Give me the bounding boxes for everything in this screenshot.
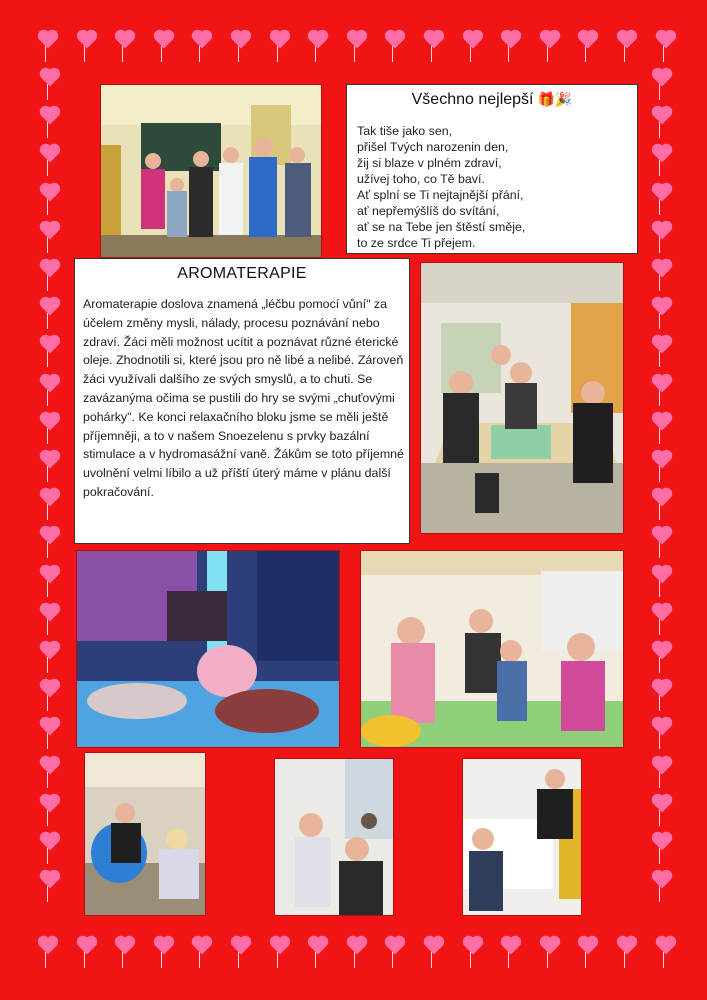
- heart-balloon-icon: [654, 567, 671, 584]
- poem-line: ať nepřemýšlíš do svítání,: [357, 204, 500, 218]
- balloon-string: [47, 733, 48, 749]
- balloon-string: [659, 160, 660, 176]
- heart-balloon-icon: [310, 938, 327, 955]
- balloon-string: [47, 428, 48, 444]
- heart-balloon-icon: [79, 938, 96, 955]
- poem-line: to ze srdce Ti přejem.: [357, 236, 476, 250]
- heart-balloon-icon: [42, 299, 59, 316]
- photo-blindfold-table: [420, 262, 624, 534]
- balloon-string: [508, 952, 509, 968]
- hydromassage-tub-scene: [463, 759, 581, 915]
- balloon-string: [659, 504, 660, 520]
- heart-balloon-icon: [42, 681, 59, 698]
- balloon-string: [547, 46, 548, 62]
- balloon-string: [238, 46, 239, 62]
- heart-balloon-icon: [654, 605, 671, 622]
- heart-balloon-icon: [542, 32, 559, 49]
- photo-hydromassage-tub: [462, 758, 582, 916]
- balloon-string: [431, 46, 432, 62]
- photo-hand-care: [274, 758, 394, 916]
- heart-balloon-icon: [310, 32, 327, 49]
- balloon-string: [47, 275, 48, 291]
- heart-balloon-icon: [654, 414, 671, 431]
- photo-foot-massage: [84, 752, 206, 916]
- heart-balloon-icon: [654, 223, 671, 240]
- tasting-game-scene: [361, 551, 623, 747]
- heart-balloon-icon: [42, 719, 59, 736]
- balloon-string: [47, 695, 48, 711]
- balloon-string: [47, 810, 48, 826]
- balloon-string: [47, 390, 48, 406]
- balloon-string: [392, 46, 393, 62]
- balloon-string: [659, 313, 660, 329]
- balloon-string: [659, 390, 660, 406]
- balloon-string: [47, 122, 48, 138]
- heart-balloon-icon: [40, 32, 57, 49]
- heart-balloon-icon: [654, 719, 671, 736]
- heart-balloon-icon: [42, 605, 59, 622]
- balloon-string: [659, 237, 660, 253]
- balloon-string: [663, 46, 664, 62]
- aromatherapy-box: [74, 258, 410, 544]
- balloon-string: [585, 952, 586, 968]
- hand-care-scene: [275, 759, 393, 915]
- photo-birthday-group: [100, 84, 322, 258]
- balloon-string: [659, 886, 660, 902]
- heart-balloon-icon: [654, 834, 671, 851]
- balloon-string: [659, 619, 660, 635]
- heart-balloon-icon: [42, 567, 59, 584]
- heart-balloon-icon: [654, 108, 671, 125]
- heart-balloon-icon: [42, 108, 59, 125]
- balloon-string: [470, 952, 471, 968]
- balloon-string: [659, 772, 660, 788]
- balloon-string: [315, 952, 316, 968]
- poem-title-text: Všechno nejlepší: [411, 91, 534, 108]
- balloon-string: [45, 952, 46, 968]
- balloon-string: [47, 84, 48, 100]
- balloon-string: [161, 952, 162, 968]
- balloon-string: [47, 313, 48, 329]
- balloon-string: [47, 542, 48, 558]
- heart-balloon-icon: [117, 938, 134, 955]
- heart-balloon-icon: [654, 185, 671, 202]
- balloon-string: [47, 504, 48, 520]
- heart-balloon-icon: [233, 32, 250, 49]
- balloon-string: [47, 237, 48, 253]
- heart-balloon-icon: [349, 938, 366, 955]
- heart-balloon-icon: [654, 452, 671, 469]
- balloon-string: [659, 695, 660, 711]
- balloon-string: [585, 46, 586, 62]
- balloon-string: [199, 46, 200, 62]
- heart-balloon-icon: [42, 528, 59, 545]
- balloon-string: [47, 619, 48, 635]
- heart-balloon-icon: [580, 32, 597, 49]
- balloon-string: [45, 46, 46, 62]
- heart-balloon-icon: [654, 872, 671, 889]
- balloon-string: [84, 46, 85, 62]
- heart-balloon-icon: [42, 146, 59, 163]
- balloon-string: [84, 952, 85, 968]
- balloon-string: [122, 46, 123, 62]
- poem-line: žij si blaze v plném zdraví,: [357, 156, 502, 170]
- gift-party-icon: 🎁🎉: [537, 91, 573, 107]
- balloon-string: [354, 46, 355, 62]
- heart-balloon-icon: [654, 299, 671, 316]
- poem-line: přišel Tvých narozenin den,: [357, 140, 509, 154]
- balloon-string: [47, 657, 48, 673]
- heart-balloon-icon: [658, 938, 675, 955]
- balloon-string: [624, 46, 625, 62]
- heart-balloon-icon: [42, 872, 59, 889]
- heart-balloon-icon: [503, 32, 520, 49]
- poem-line: Ať splní se Ti nejtajnější přání,: [357, 188, 524, 202]
- heart-balloon-icon: [40, 938, 57, 955]
- heart-balloon-icon: [42, 376, 59, 393]
- heart-balloon-icon: [654, 146, 671, 163]
- poem-title: [347, 91, 637, 109]
- balloon-string: [659, 428, 660, 444]
- heart-balloon-icon: [619, 32, 636, 49]
- balloon-string: [659, 657, 660, 673]
- heart-balloon-icon: [654, 261, 671, 278]
- balloon-string: [277, 46, 278, 62]
- balloon-string: [659, 733, 660, 749]
- heart-balloon-icon: [349, 32, 366, 49]
- birthday-poem-box: [346, 84, 638, 254]
- heart-balloon-icon: [42, 796, 59, 813]
- poem-line: užívej toho, co Tě baví.: [357, 172, 485, 186]
- balloon-string: [47, 160, 48, 176]
- heart-balloon-icon: [654, 681, 671, 698]
- heart-balloon-icon: [117, 32, 134, 49]
- heart-balloon-icon: [194, 938, 211, 955]
- photo-tasting-game: [360, 550, 624, 748]
- balloon-string: [659, 122, 660, 138]
- heart-balloon-icon: [156, 938, 173, 955]
- heart-balloon-icon: [426, 32, 443, 49]
- heart-balloon-icon: [654, 376, 671, 393]
- balloon-string: [659, 848, 660, 864]
- balloon-string: [354, 952, 355, 968]
- balloon-string: [663, 952, 664, 968]
- poem-lines: [357, 123, 525, 251]
- heart-balloon-icon: [654, 337, 671, 354]
- balloon-string: [161, 46, 162, 62]
- poem-line: Tak tiše jako sen,: [357, 124, 453, 138]
- heart-balloon-icon: [42, 643, 59, 660]
- heart-balloon-icon: [42, 758, 59, 775]
- heart-balloon-icon: [503, 938, 520, 955]
- balloon-string: [659, 199, 660, 215]
- heart-balloon-icon: [654, 758, 671, 775]
- balloon-string: [547, 952, 548, 968]
- heart-balloon-icon: [658, 32, 675, 49]
- heart-balloon-icon: [272, 938, 289, 955]
- heart-balloon-icon: [42, 490, 59, 507]
- heart-balloon-icon: [42, 261, 59, 278]
- balloon-string: [47, 199, 48, 215]
- balloon-string: [470, 46, 471, 62]
- heart-balloon-icon: [654, 643, 671, 660]
- balloon-string: [659, 84, 660, 100]
- balloon-string: [47, 581, 48, 597]
- balloon-string: [392, 952, 393, 968]
- aromatherapy-title: AROMATERAPIE: [177, 265, 307, 282]
- heart-balloon-icon: [387, 938, 404, 955]
- heart-balloon-icon: [272, 32, 289, 49]
- heart-balloon-icon: [42, 185, 59, 202]
- balloon-string: [47, 886, 48, 902]
- heart-balloon-icon: [42, 414, 59, 431]
- balloon-string: [659, 275, 660, 291]
- heart-balloon-icon: [654, 528, 671, 545]
- balloon-string: [238, 952, 239, 968]
- heart-balloon-icon: [42, 70, 59, 87]
- snoezelen-scene: [77, 551, 339, 747]
- blindfold-table-scene: [421, 263, 623, 533]
- heart-balloon-icon: [42, 452, 59, 469]
- balloon-string: [659, 466, 660, 482]
- heart-balloon-icon: [387, 32, 404, 49]
- heart-balloon-icon: [465, 938, 482, 955]
- balloon-string: [315, 46, 316, 62]
- heart-balloon-icon: [79, 32, 96, 49]
- balloon-string: [659, 581, 660, 597]
- balloon-string: [659, 351, 660, 367]
- foot-massage-scene: [85, 753, 205, 915]
- aromatherapy-text: Aromaterapie doslova znamená „léčbu pomocí vůní" za účelem změny mysli, nálady, procesu poznávání nebo zdraví. Žáci měli možnost ucítit a poznávat různé éterické oleje. Zhodnotili si, které jsou pro ně libé a nelibé. Zároveň žáci využívali dalšího ze svých smyslů, a to chuti. Se zavázanýma očima se pustili do hry se svými „chuťovými pohárky". Ke konci relaxačního bloku jsme se měli ještě příjemněji, a to v našem Snoezelenu s prvky bazální stimulace a v hydromasážní vaně. Žákům se toto příjemné uvolnění velmi líbilo a už příští úterý máme v plánu další pokračování.: [83, 297, 404, 499]
- birthday-group-scene: [101, 85, 321, 257]
- balloon-string: [659, 542, 660, 558]
- heart-balloon-icon: [580, 938, 597, 955]
- balloon-string: [47, 772, 48, 788]
- heart-balloon-icon: [156, 32, 173, 49]
- balloon-string: [431, 952, 432, 968]
- balloon-string: [122, 952, 123, 968]
- heart-balloon-icon: [654, 796, 671, 813]
- heart-balloon-icon: [654, 490, 671, 507]
- heart-balloon-icon: [233, 938, 250, 955]
- balloon-string: [47, 466, 48, 482]
- balloon-string: [624, 952, 625, 968]
- heart-balloon-icon: [542, 938, 559, 955]
- heart-balloon-icon: [426, 938, 443, 955]
- heart-balloon-icon: [42, 337, 59, 354]
- heart-balloon-icon: [654, 70, 671, 87]
- balloon-string: [47, 351, 48, 367]
- balloon-string: [277, 952, 278, 968]
- heart-balloon-icon: [194, 32, 211, 49]
- photo-snoezelen-room: [76, 550, 340, 748]
- balloon-string: [508, 46, 509, 62]
- poem-line: ať se na Tebe jen štěstí směje,: [357, 220, 526, 234]
- heart-balloon-icon: [42, 223, 59, 240]
- heart-balloon-icon: [42, 834, 59, 851]
- balloon-string: [199, 952, 200, 968]
- balloon-string: [659, 810, 660, 826]
- heart-balloon-icon: [465, 32, 482, 49]
- heart-balloon-icon: [619, 938, 636, 955]
- balloon-string: [47, 848, 48, 864]
